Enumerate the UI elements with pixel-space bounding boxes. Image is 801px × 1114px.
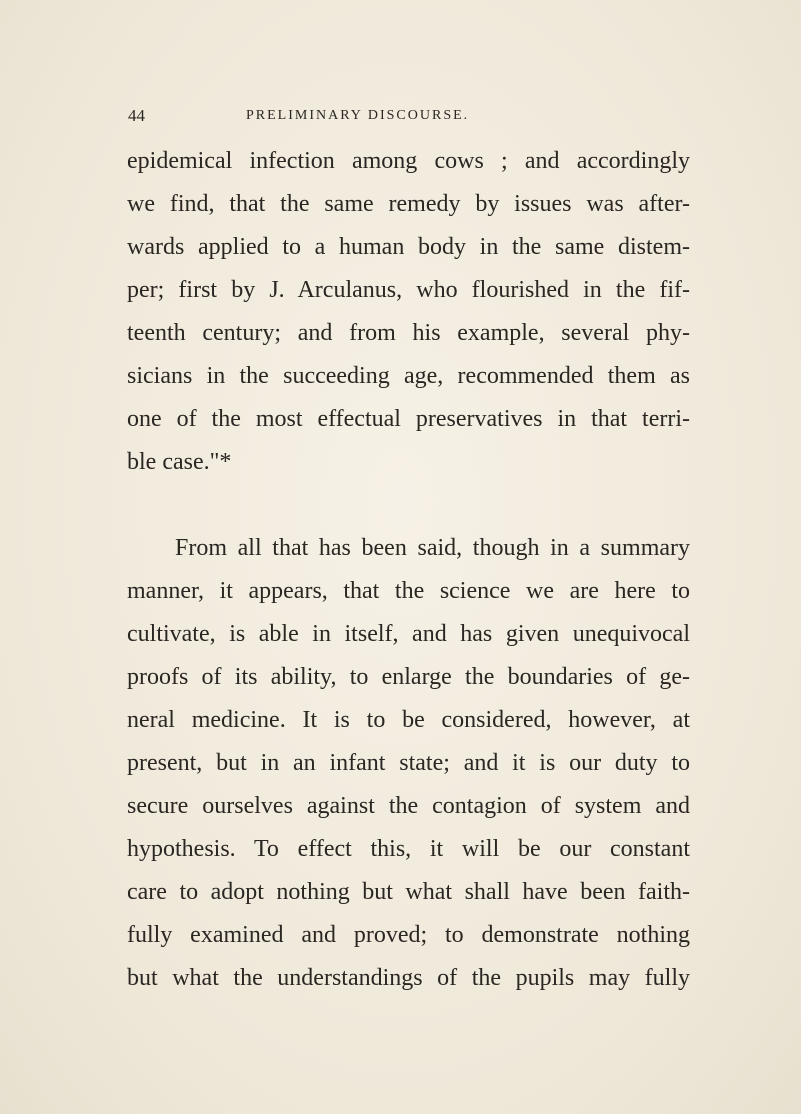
page-number: 44 — [128, 106, 145, 125]
text-line: epidemical infection among cows ; and accordingly — [127, 148, 690, 174]
text-line: cultivate, is able in itself, and has given unequivocal — [127, 621, 690, 647]
text-line: manner, it appears, that the science we are here to — [127, 578, 690, 604]
text-line: ble case."* — [127, 449, 232, 475]
text-line: hypothesis. To effect this, it will be our constant — [127, 836, 690, 862]
text-line: sicians in the succeeding age, recommended them as — [127, 363, 690, 389]
text-line: we find, that the same remedy by issues was after- — [127, 191, 690, 217]
text-line: proofs of its ability, to enlarge the boundaries of ge- — [127, 664, 690, 690]
text-line: teenth century; and from his example, several phy- — [127, 320, 690, 346]
text-line: but what the understandings of the pupils may fully — [127, 965, 690, 991]
text-line: care to adopt nothing but what shall have been faith- — [127, 879, 690, 905]
text-line: From all that has been said, though in a summary — [175, 535, 690, 561]
page-header — [128, 106, 688, 130]
running-head: PRELIMINARY DISCOURSE. — [246, 108, 470, 123]
text-line: wards applied to a human body in the same distem- — [127, 234, 690, 260]
text-line: fully examined and proved; to demonstrate nothing — [127, 922, 690, 948]
text-line: present, but in an infant state; and it is our duty to — [127, 750, 690, 776]
text-line: neral medicine. It is to be considered, however, at — [127, 707, 690, 733]
text-line: secure ourselves against the contagion of system and — [127, 793, 690, 819]
text-line: per; first by J. Arculanus, who flourished in the fif- — [127, 277, 690, 303]
text-line: one of the most effectual preservatives in that terri- — [127, 406, 690, 432]
